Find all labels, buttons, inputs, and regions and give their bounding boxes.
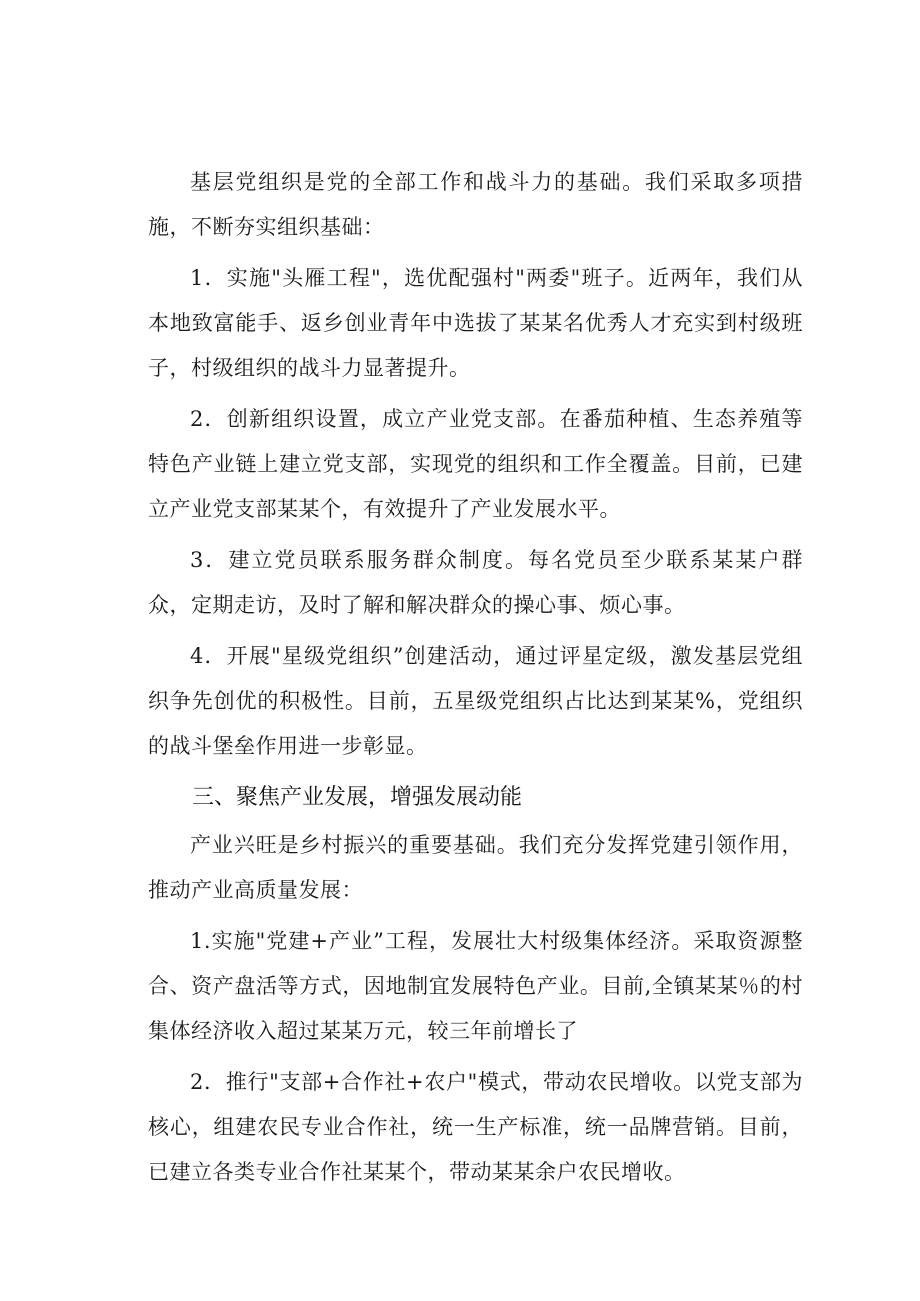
paragraph-item-4: 4．开展"星级党组织”创建活动，通过评星定级，激发基层党组织争先创优的积极性。目前，五星级党组织占比达到某某%，党组织的战斗堡垒作用进一步彰显。 — [148, 644, 803, 758]
paragraph-section-intro: 产业兴旺是乡村振兴的重要基础。我们充分发挥党建引领作用，推动产业高质量发展： — [148, 833, 803, 902]
paragraph-section-item-2: 2．推行"支部+合作社+农户"模式，带动农民增收。以党支部为核心，组建农民专业合作社，统一生产标准，统一品牌营销。目前，已建立各类专业合作社某某个，带动某某余户农民增收。 — [148, 1070, 803, 1184]
paragraph-item-2: 2．创新组织设置，成立产业党支部。在番茄种植、生态养殖等特色产业链上建立党支部，实现党的组织和工作全覆盖。目前，已建立产业党支部某某个，有效提升了产业发展水平。 — [148, 407, 803, 521]
document-page — [148, 160, 803, 1201]
paragraph-item-1: 1．实施"头雁工程"，选优配强村"两委"班子。近两年，我们从本地致富能手、返乡创业青年中选拔了某某名优秀人才充实到村级班子，村级组织的战斗力显著提升。 — [148, 266, 803, 380]
paragraph-intro: 基层党组织是党的全部工作和战斗力的基础。我们采取多项措施，不断夯实组织基础： — [148, 170, 803, 239]
section-heading: 三、聚焦产业发展，增强发展动能 — [192, 785, 523, 810]
paragraph-item-3: 3．建立党员联系服务群众制度。每名党员至少联系某某户群众，定期走访，及时了解和解决群众的操心事、烦心事。 — [148, 548, 803, 617]
paragraph-section-item-1: 1.实施"党建+产业”工程，发展壮大村级集体经济。采取资源整合、资产盘活等方式，因地制宜发展特色产业。目前,全镇某某％的村集体经济收入超过某某万元，较三年前增长了 — [148, 929, 803, 1043]
